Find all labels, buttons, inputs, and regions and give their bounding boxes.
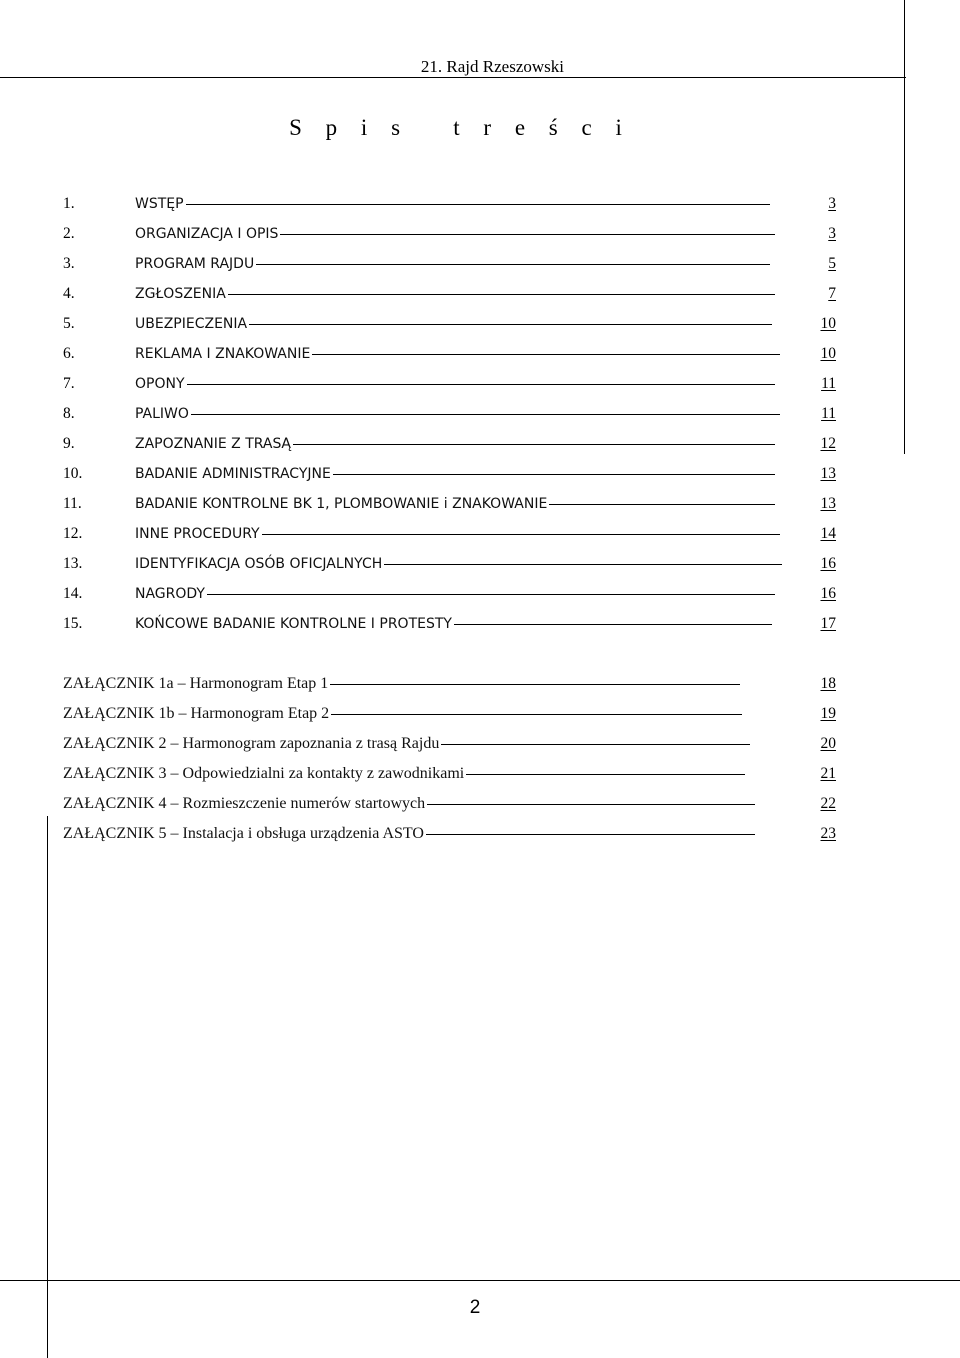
toc-entry-page: 16 [820, 555, 836, 572]
toc-entry-number: 10. [63, 465, 83, 482]
toc-entry-number: 4. [63, 285, 75, 302]
toc-entry-number: 5. [63, 315, 75, 332]
toc-entry-title: ORGANIZACJA I OPIS [135, 226, 279, 242]
toc-leader-line [427, 804, 755, 805]
header-title: 21. Rajd Rzeszowski [420, 57, 564, 76]
toc-entry-page: 3 [828, 195, 836, 212]
toc-entry-title: KOŃCOWE BADANIE KONTROLNE I PROTESTY [135, 616, 452, 632]
toc-leader-line [312, 354, 780, 355]
toc-entry-title: ZAŁĄCZNIK 1a – Harmonogram Etap 1 [63, 675, 329, 692]
toc-leader-line [454, 624, 772, 625]
toc-entry-leader-group [135, 433, 775, 455]
toc-entry-page: 10 [820, 345, 836, 362]
toc-leader-line [293, 444, 775, 445]
header-rule [0, 77, 906, 78]
toc-entry-number: 8. [63, 405, 75, 422]
toc-entry-leader-group [63, 793, 755, 815]
toc-entry-page: 13 [820, 495, 836, 512]
toc-entry-leader-group [63, 673, 740, 695]
toc-leader-line [466, 774, 745, 775]
toc-leader-line [228, 294, 775, 295]
right-margin-rule [904, 0, 905, 454]
toc-entry-number: 9. [63, 435, 75, 452]
toc-appendix-row[interactable] [63, 703, 836, 725]
toc-leader-line [426, 834, 755, 835]
toc-entry-title: PROGRAM RAJDU [135, 256, 255, 272]
toc-entry-title: PALIWO [135, 406, 189, 422]
toc-entry-leader-group [63, 703, 742, 725]
toc-entry-page: 23 [820, 825, 836, 842]
toc-section-row[interactable] [63, 313, 836, 335]
toc-entry-page: 16 [820, 585, 836, 602]
toc-entry-title: OPONY [135, 376, 185, 392]
toc-entry-leader-group [135, 343, 780, 365]
footer-rule [0, 1280, 960, 1281]
toc-entry-number: 12. [63, 525, 83, 542]
toc-entry-title: ZAPOZNANIE Z TRASĄ [135, 436, 291, 452]
toc-entry-number: 7. [63, 375, 75, 392]
toc-section-row[interactable] [63, 403, 836, 425]
toc-entry-number: 15. [63, 615, 83, 632]
toc-entry-title: WSTĘP [135, 196, 184, 212]
toc-entry-page: 11 [821, 375, 836, 392]
toc-leader-line [330, 684, 740, 685]
toc-entry-title: BADANIE KONTROLNE BK 1, PLOMBOWANIE i ZNAKOWANIE [135, 496, 548, 512]
toc-entry-leader-group [135, 283, 775, 305]
page-number: 2 [469, 1297, 481, 1318]
toc-entry-leader-group [135, 463, 775, 485]
toc-entry-page: 18 [820, 675, 836, 692]
toc-section-row[interactable] [63, 463, 836, 485]
toc-entry-title: UBEZPIECZENIA [135, 316, 248, 332]
toc-entry-leader-group [135, 613, 772, 635]
toc-entry-number: 6. [63, 345, 75, 362]
toc-section-row[interactable] [63, 283, 836, 305]
toc-entry-leader-group [135, 193, 770, 215]
toc-entry-leader-group [135, 313, 772, 335]
toc-entry-page: 17 [820, 615, 836, 632]
toc-entry-title: NAGRODY [135, 586, 205, 602]
toc-section-row[interactable] [63, 433, 836, 455]
toc-leader-line [207, 594, 775, 595]
left-margin-rule [47, 816, 48, 1358]
toc-section-row[interactable] [63, 223, 836, 245]
toc-leader-line [333, 474, 775, 475]
toc-entry-number: 2. [63, 225, 75, 242]
toc-appendix-row[interactable] [63, 673, 836, 695]
toc-leader-line [187, 384, 775, 385]
toc-appendix-row[interactable] [63, 823, 836, 845]
toc-entry-leader-group [63, 763, 745, 785]
toc-heading: S p i s t r e ś c i [289, 115, 631, 140]
toc-entry-leader-group [135, 223, 775, 245]
toc-entry-leader-group [135, 493, 775, 515]
toc-entry-title: REKLAMA I ZNAKOWANIE [135, 346, 311, 362]
toc-section-row[interactable] [63, 373, 836, 395]
toc-entry-page: 3 [828, 225, 836, 242]
toc-leader-line [249, 324, 772, 325]
toc-entry-leader-group [135, 583, 775, 605]
toc-leader-line [549, 504, 775, 505]
toc-entry-title: IDENTYFIKACJA OSÓB OFICJALNYCH [135, 556, 383, 572]
toc-entry-number: 14. [63, 585, 83, 602]
toc-entry-page: 12 [820, 435, 836, 452]
toc-entry-title: ZAŁĄCZNIK 3 – Odpowiedzialni za kontakty z zawodnikami [63, 765, 465, 782]
toc-entry-title: ZAŁĄCZNIK 4 – Rozmieszczenie numerów startowych [63, 795, 426, 812]
toc-entry-page: 14 [820, 525, 836, 542]
toc-leader-line [384, 564, 782, 565]
toc-appendix-row[interactable] [63, 763, 836, 785]
toc-entry-page: 20 [820, 735, 836, 752]
toc-entry-title: ZAŁĄCZNIK 1b – Harmonogram Etap 2 [63, 705, 330, 722]
toc-section-row[interactable] [63, 253, 836, 275]
toc-entry-page: 10 [820, 315, 836, 332]
toc-leader-line [441, 744, 750, 745]
toc-entry-number: 13. [63, 555, 83, 572]
toc-section-row[interactable] [63, 493, 836, 515]
toc-entry-page: 21 [820, 765, 836, 782]
toc-entry-leader-group [63, 733, 750, 755]
toc-leader-line [262, 534, 780, 535]
toc-entry-leader-group [135, 373, 775, 395]
toc-appendix-row[interactable] [63, 793, 836, 815]
toc-appendix-row[interactable] [63, 733, 836, 755]
toc-entry-number: 3. [63, 255, 75, 272]
toc-entry-title: ZAŁĄCZNIK 2 – Harmonogram zapoznania z trasą Rajdu [63, 735, 440, 752]
toc-entry-page: 7 [828, 285, 836, 302]
toc-entry-title: BADANIE ADMINISTRACYJNE [135, 466, 331, 482]
toc-leader-line [191, 414, 780, 415]
toc-entry-title: ZGŁOSZENIA [135, 286, 226, 302]
toc-leader-line [280, 234, 775, 235]
toc-entry-page: 11 [821, 405, 836, 422]
toc-leader-line [331, 714, 742, 715]
toc-section-row[interactable] [63, 553, 836, 575]
toc-entry-leader-group [135, 553, 782, 575]
toc-section-row[interactable] [63, 343, 836, 365]
toc-section-row[interactable] [63, 523, 836, 545]
toc-entry-page: 19 [820, 705, 836, 722]
toc-entry-page: 13 [820, 465, 836, 482]
toc-entry-page: 22 [820, 795, 836, 812]
toc-entry-title: ZAŁĄCZNIK 5 – Instalacja i obsługa urządzenia ASTO [63, 825, 424, 842]
toc-entry-title: INNE PROCEDURY [135, 526, 260, 542]
toc-entry-number: 11. [63, 495, 82, 512]
toc-entry-leader-group [63, 823, 755, 845]
toc-entry-leader-group [135, 253, 770, 275]
toc-entry-leader-group [135, 523, 780, 545]
toc-section-row[interactable] [63, 193, 836, 215]
toc-entry-page: 5 [828, 255, 836, 272]
toc-section-row[interactable] [63, 583, 836, 605]
toc-leader-line [256, 264, 770, 265]
toc-section-row[interactable] [63, 613, 836, 635]
toc-entry-leader-group [135, 403, 780, 425]
toc-entry-number: 1. [63, 195, 75, 212]
toc-leader-line [186, 204, 770, 205]
